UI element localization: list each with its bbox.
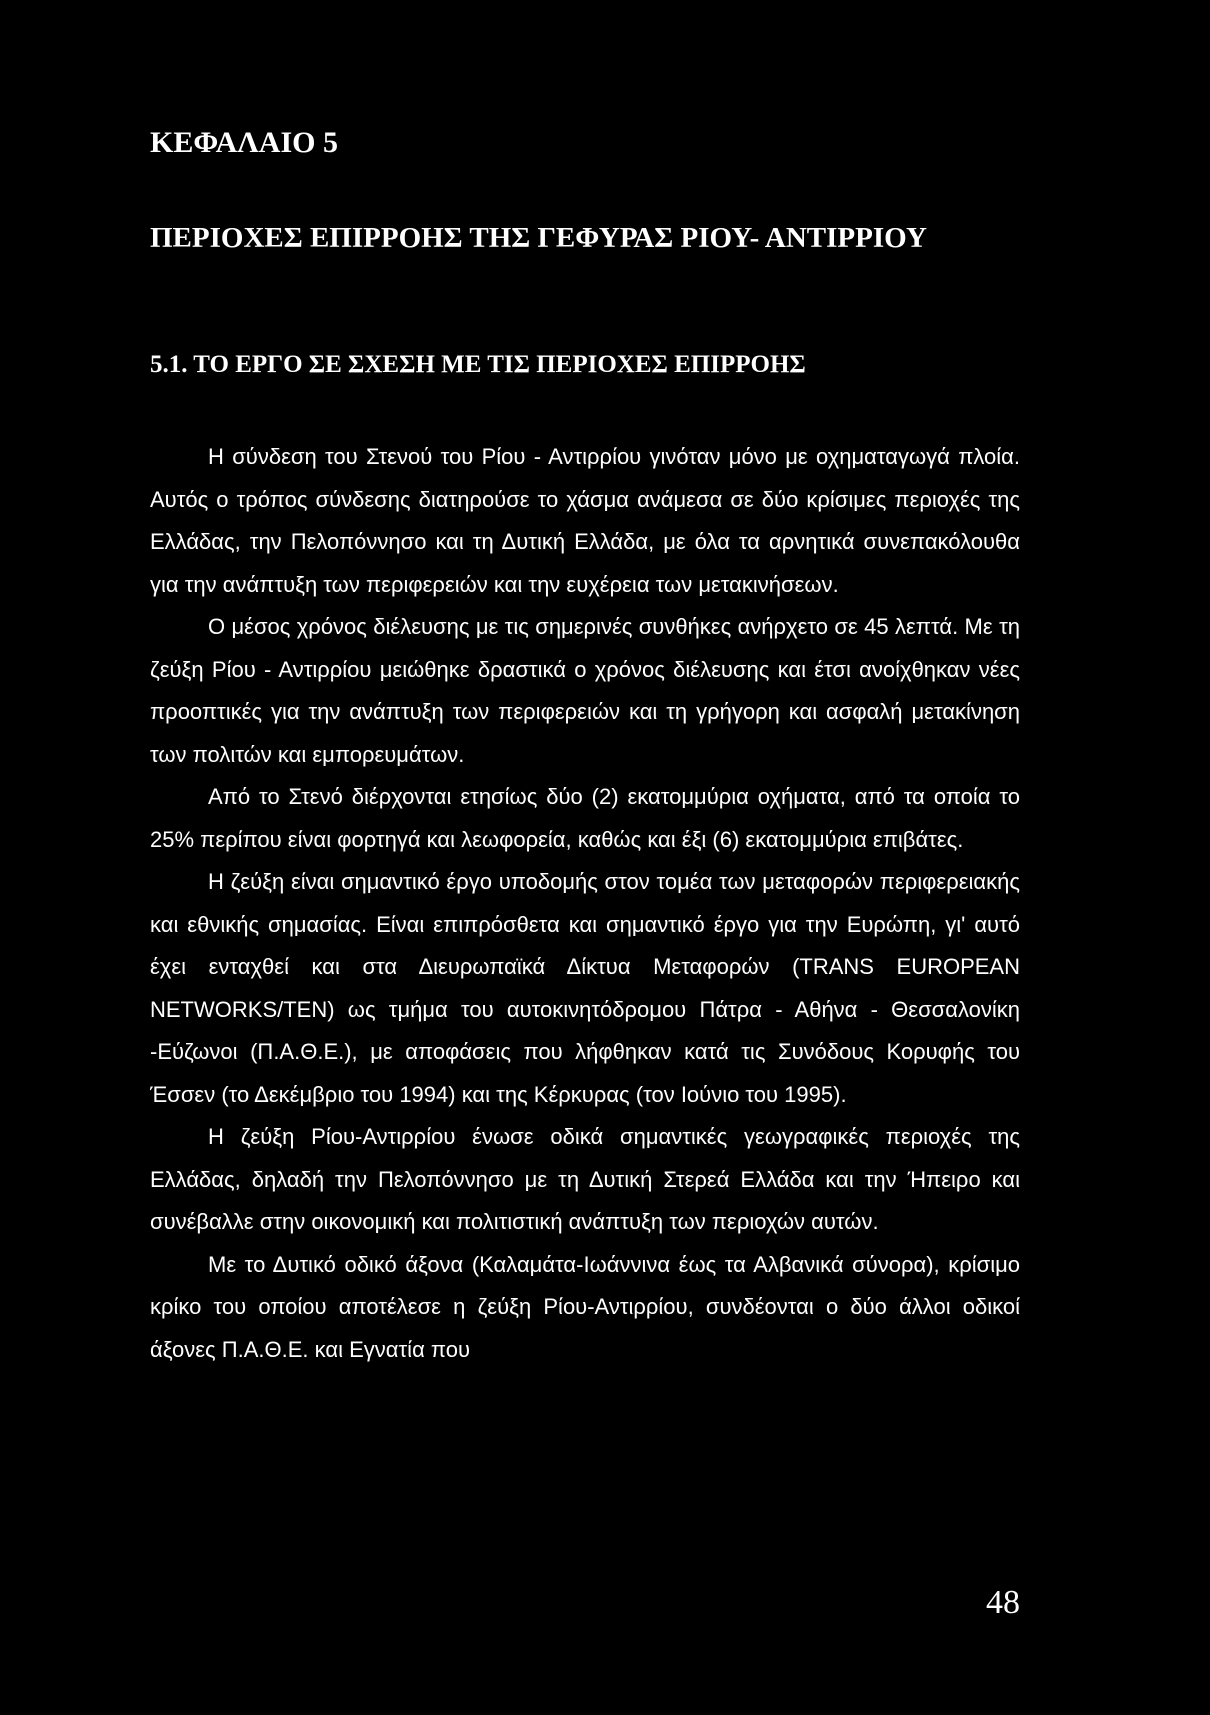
paragraph: Η ζεύξη είναι σημαντικό έργο υποδομής στον τομέα των μεταφορών περιφερειακής και εθνικής σημασίας. Είναι επιπρόσθετα και σημαντικό έργο για την Ευρώπη, γι' αυτό έχει ενταχθεί και στα Διευρωπαϊκά Δίκτυα Μεταφορών (TRANS EUROPEAN NETWORKS/TEN) ως τμήμα του αυτοκινητόδρομου Πάτρα - Αθήνα - Θεσσαλονίκη -Εύζωνοι (Π.Α.Θ.Ε.), με αποφάσεις που λήφθηκαν κατά τις Συνόδους Κορυφής του Έσσεν (το Δεκέμβριο του 1994) και της Κέρκυρας (τον Ιούνιο του 1995). bbox=[150, 869, 1020, 1107]
paragraph: Από το Στενό διέρχονται ετησίως δύο (2) εκατομμύρια οχήματα, από τα οποία το 25% περίπου είναι φορτηγά και λεωφορεία, καθώς και έξι (6) εκατομμύρια επιβάτες. bbox=[150, 784, 1020, 852]
page-number: 48 bbox=[986, 1584, 1020, 1621]
paragraph: Ο μέσος χρόνος διέλευσης με τις σημερινές συνθήκες ανήρχετο σε 45 λεπτά. Με τη ζεύξη Ρίου - Αντιρρίου μειώθηκε δραστικά ο χρόνος διέλευσης και έτσι ανοίχθηκαν νέες προοπτικές για την ανάπτυξη των περιφερειών και τη γρήγορη και ασφαλή μετακίνηση των πολιτών και εμπορευμάτων. bbox=[150, 614, 1020, 767]
chapter-label: ΚΕΦΑΛΑΙΟ 5 bbox=[150, 126, 338, 159]
paragraph: Η ζεύξη Ρίου-Αντιρρίου ένωσε οδικά σημαντικές γεωγραφικές περιοχές της Ελλάδας, δηλαδή την Πελοπόννησο με τη Δυτική Στερεά Ελλάδα και την Ήπειρο και συνέβαλλε στην οικονομική και πολιτιστική ανάπτυξη των περιοχών αυτών. bbox=[150, 1124, 1020, 1234]
section-title: 5.1. ΤΟ ΕΡΓΟ ΣΕ ΣΧΕΣΗ ΜΕ ΤΙΣ ΠΕΡΙΟΧΕΣ ΕΠΙΡΡΟΗΣ bbox=[150, 351, 806, 378]
paragraph: Με το Δυτικό οδικό άξονα (Καλαμάτα-Ιωάννινα έως τα Αλβανικά σύνορα), κρίσιμο κρίκο του οποίου αποτέλεσε η ζεύξη Ρίου-Αντιρρίου, συνδέονται ο δύο άλλοι οδικοί άξονες Π.Α.Θ.Ε. και Εγνατία που bbox=[150, 1251, 1020, 1362]
chapter-title: ΠΕΡΙΟΧΕΣ ΕΠΙΡΡΟΗΣ ΤΗΣ ΓΕΦΥΡΑΣ ΡΙΟΥ- ΑΝΤΙΡΡΙΟΥ bbox=[150, 222, 927, 254]
paragraph: Η σύνδεση του Στενού του Ρίου - Αντιρρίου γινόταν μόνο με οχηματαγωγά πλοία. Αυτός ο τρόπος σύνδεσης διατηρούσε το χάσμα ανάμεσα σε δύο κρίσιμες περιοχές της Ελλάδας, την Πελοπόννησο και τη Δυτική Ελλάδα, με όλα τα αρνητικά συνεπακόλουθα για την ανάπτυξη των περιφερειών και την ευχέρεια των μετακινήσεων. bbox=[150, 444, 1020, 597]
body-text bbox=[150, 436, 1020, 1371]
